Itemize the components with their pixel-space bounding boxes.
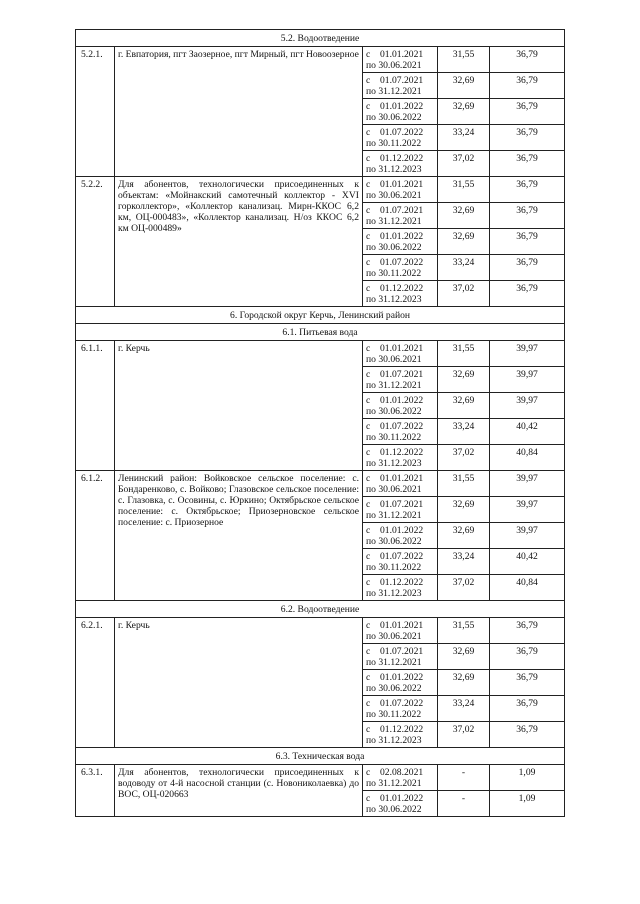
period-from: 01.07.2021 (380, 369, 424, 380)
period-cell (363, 696, 438, 722)
period-from-line (366, 421, 434, 432)
period-to: по 30.06.2021 (366, 60, 422, 71)
tariff-value-1: 31,55 (438, 471, 490, 497)
period-from: 01.07.2021 (380, 205, 424, 216)
tariff-value-1: 32,69 (438, 644, 490, 670)
period-to: по 30.06.2022 (366, 804, 422, 815)
tariff-value-2: 39,97 (490, 393, 565, 419)
period-from: 01.07.2022 (380, 421, 424, 432)
period-prefix: с (366, 551, 371, 562)
period-from-line (366, 551, 434, 562)
period-to: по 30.11.2022 (366, 268, 422, 279)
period-cell (363, 177, 438, 203)
period-from-line (366, 75, 434, 86)
period-cell (363, 618, 438, 644)
period-to: по 30.06.2021 (366, 484, 422, 495)
period-to: по 31.12.2023 (366, 458, 422, 469)
period-from-line (366, 101, 434, 112)
period-prefix: с (366, 577, 371, 588)
period-to: по 31.12.2021 (366, 216, 422, 227)
tariff-value-2: 39,97 (490, 497, 565, 523)
period-cell (363, 367, 438, 393)
period-from-line (366, 793, 434, 804)
section-header-row (76, 307, 565, 324)
period-from-line (366, 698, 434, 709)
period-cell (363, 791, 438, 817)
tariff-value-2: 1,09 (490, 791, 565, 817)
table-row (76, 765, 565, 791)
tariff-value-1: 32,69 (438, 99, 490, 125)
tariff-value-2: 36,79 (490, 281, 565, 307)
table-row (76, 341, 565, 367)
period-from: 01.07.2022 (380, 257, 424, 268)
period-to: по 31.12.2021 (366, 510, 422, 521)
tariff-value-2: 36,79 (490, 696, 565, 722)
period-from: 01.12.2022 (380, 577, 424, 588)
tariff-value-2: 39,97 (490, 471, 565, 497)
period-cell (363, 393, 438, 419)
tariff-value-1: 32,69 (438, 670, 490, 696)
item-number: 5.2.1. (76, 47, 115, 177)
period-from-line (366, 525, 434, 536)
period-to: по 31.12.2023 (366, 735, 422, 746)
tariff-value-1: 37,02 (438, 281, 490, 307)
tariff-value-1: 32,69 (438, 229, 490, 255)
period-from-line (366, 369, 434, 380)
tariff-value-2: 39,97 (490, 367, 565, 393)
period-from: 01.01.2021 (380, 473, 424, 484)
period-to: по 30.06.2022 (366, 406, 422, 417)
table-row (76, 471, 565, 497)
period-prefix: с (366, 257, 371, 268)
period-to: по 30.11.2022 (366, 138, 422, 149)
period-prefix: с (366, 499, 371, 510)
period-from: 01.01.2021 (380, 620, 424, 631)
period-from: 01.12.2022 (380, 724, 424, 735)
item-number: 6.3.1. (76, 765, 115, 817)
period-prefix: с (366, 473, 371, 484)
period-to: по 31.12.2023 (366, 164, 422, 175)
tariff-value-1: 37,02 (438, 445, 490, 471)
period-to: по 30.06.2022 (366, 683, 422, 694)
section-header-row (76, 748, 565, 765)
period-prefix: с (366, 127, 371, 138)
period-from: 01.07.2021 (380, 646, 424, 657)
tariff-value-1: 32,69 (438, 497, 490, 523)
tariff-value-2: 36,79 (490, 203, 565, 229)
period-cell (363, 73, 438, 99)
period-cell (363, 445, 438, 471)
period-from: 01.01.2022 (380, 793, 424, 804)
tariff-value-1: 33,24 (438, 419, 490, 445)
period-from-line (366, 179, 434, 190)
period-to: по 31.12.2021 (366, 778, 422, 789)
period-prefix: с (366, 205, 371, 216)
tariff-value-1: 31,55 (438, 177, 490, 203)
period-from: 01.07.2021 (380, 75, 424, 86)
period-to: по 30.11.2022 (366, 562, 422, 573)
period-from: 01.01.2022 (380, 525, 424, 536)
period-to: по 31.12.2023 (366, 294, 422, 305)
period-from-line (366, 395, 434, 406)
period-from: 01.07.2022 (380, 551, 424, 562)
period-prefix: с (366, 153, 371, 164)
period-cell (363, 471, 438, 497)
tariff-value-1: 33,24 (438, 549, 490, 575)
section-header: 6. Городской округ Керчь, Ленинский район (76, 307, 565, 324)
item-description: Ленинский район: Войковское сельское поселение: с. Бондаренково, с. Войково; Глазовское сельское поселение: с. Глазовка, с. Осовины, с. Юркино; Октябрьское сельское поселение: с. Октябрьское; Приозерновское сельское поселение: с. Приозерное (115, 471, 363, 601)
period-to: по 30.06.2022 (366, 112, 422, 123)
period-prefix: с (366, 620, 371, 631)
tariff-value-2: 39,97 (490, 523, 565, 549)
item-number: 6.1.2. (76, 471, 115, 601)
period-cell (363, 99, 438, 125)
period-prefix: с (366, 793, 371, 804)
tariff-value-2: 36,79 (490, 618, 565, 644)
period-cell (363, 497, 438, 523)
table-row (76, 47, 565, 73)
period-cell (363, 281, 438, 307)
period-cell (363, 47, 438, 73)
tariff-table (75, 29, 564, 817)
tariff-value-1: 31,55 (438, 618, 490, 644)
period-from-line (366, 473, 434, 484)
period-from: 01.12.2022 (380, 447, 424, 458)
tariff-value-1: 32,69 (438, 203, 490, 229)
period-cell (363, 765, 438, 791)
period-to: по 30.06.2021 (366, 354, 422, 365)
period-from-line (366, 205, 434, 216)
item-description: Для абонентов, технологически присоединенных к водоводу от 4-й насосной станции (с. Новониколаевка) до ВОС, ОЦ-020663 (115, 765, 363, 817)
tariff-value-1: 31,55 (438, 341, 490, 367)
period-from: 01.07.2021 (380, 499, 424, 510)
tariff-value-1: 33,24 (438, 255, 490, 281)
period-to: по 30.11.2022 (366, 432, 422, 443)
period-from: 01.01.2021 (380, 343, 424, 354)
table-row (76, 618, 565, 644)
period-cell (363, 341, 438, 367)
period-cell (363, 125, 438, 151)
tariff-table-grid (75, 29, 565, 817)
period-from-line (366, 724, 434, 735)
period-to: по 30.06.2021 (366, 631, 422, 642)
period-from: 01.01.2022 (380, 395, 424, 406)
period-prefix: с (366, 698, 371, 709)
tariff-value-2: 36,79 (490, 229, 565, 255)
section-header-row (76, 601, 565, 618)
tariff-value-2: 36,79 (490, 670, 565, 696)
period-prefix: с (366, 525, 371, 536)
tariff-value-1: 32,69 (438, 73, 490, 99)
section-header-row (76, 324, 565, 341)
period-cell (363, 255, 438, 281)
period-prefix: с (366, 646, 371, 657)
tariff-value-2: 40,84 (490, 575, 565, 601)
period-cell (363, 722, 438, 748)
period-to: по 31.12.2021 (366, 86, 422, 97)
tariff-value-1: 31,55 (438, 47, 490, 73)
tariff-value-1: - (438, 791, 490, 817)
period-prefix: с (366, 672, 371, 683)
tariff-value-1: 37,02 (438, 151, 490, 177)
period-from: 01.12.2022 (380, 283, 424, 294)
tariff-value-2: 1,09 (490, 765, 565, 791)
period-cell (363, 549, 438, 575)
period-cell (363, 203, 438, 229)
tariff-value-2: 40,42 (490, 419, 565, 445)
period-prefix: с (366, 101, 371, 112)
period-from: 01.12.2022 (380, 153, 424, 164)
section-header-row (76, 30, 565, 47)
period-prefix: с (366, 767, 371, 778)
period-cell (363, 419, 438, 445)
tariff-value-2: 39,97 (490, 341, 565, 367)
period-from-line (366, 646, 434, 657)
period-from: 01.01.2022 (380, 101, 424, 112)
item-description: г. Евпатория, пгт Заозерное, пгт Мирный, пгт Новоозерное (115, 47, 363, 177)
item-number: 6.1.1. (76, 341, 115, 471)
period-from-line (366, 231, 434, 242)
period-cell (363, 575, 438, 601)
period-from: 01.07.2022 (380, 698, 424, 709)
tariff-value-1: 32,69 (438, 523, 490, 549)
period-to: по 31.12.2023 (366, 588, 422, 599)
tariff-value-2: 36,79 (490, 722, 565, 748)
table-row (76, 177, 565, 203)
period-from-line (366, 283, 434, 294)
tariff-value-1: 33,24 (438, 125, 490, 151)
period-to: по 31.12.2021 (366, 380, 422, 391)
period-from-line (366, 499, 434, 510)
period-cell (363, 151, 438, 177)
section-header: 6.1. Питьевая вода (76, 324, 565, 341)
tariff-value-1: 32,69 (438, 393, 490, 419)
tariff-value-1: - (438, 765, 490, 791)
period-from: 01.07.2022 (380, 127, 424, 138)
tariff-value-2: 36,79 (490, 644, 565, 670)
period-from: 01.01.2022 (380, 231, 424, 242)
item-number: 6.2.1. (76, 618, 115, 748)
period-to: по 31.12.2021 (366, 657, 422, 668)
period-cell (363, 229, 438, 255)
item-description: Для абонентов, технологически присоединенных к объектам: «Мойнакский самотечный коллектор - XVI горколлектор», «Коллектор канализац. Мирн-ККОС 6,2 км, ОЦ-000483», «Коллектор канализац. Н/оз ККОС 6,2 км ОЦ-000489» (115, 177, 363, 307)
period-from: 01.01.2022 (380, 672, 424, 683)
period-cell (363, 523, 438, 549)
period-from-line (366, 767, 434, 778)
tariff-value-2: 40,84 (490, 445, 565, 471)
period-from-line (366, 672, 434, 683)
period-prefix: с (366, 49, 371, 60)
period-from-line (366, 153, 434, 164)
section-header: 6.2. Водоотведение (76, 601, 565, 618)
period-from-line (366, 127, 434, 138)
item-description: г. Керчь (115, 618, 363, 748)
period-prefix: с (366, 75, 371, 86)
period-from-line (366, 343, 434, 354)
period-from-line (366, 447, 434, 458)
period-to: по 30.06.2022 (366, 242, 422, 253)
period-from: 02.08.2021 (380, 767, 424, 778)
section-header: 6.3. Техническая вода (76, 748, 565, 765)
period-to: по 30.06.2022 (366, 536, 422, 547)
period-from-line (366, 577, 434, 588)
tariff-value-2: 36,79 (490, 255, 565, 281)
period-from-line (366, 49, 434, 60)
period-to: по 30.06.2021 (366, 190, 422, 201)
period-prefix: с (366, 283, 371, 294)
tariff-value-2: 36,79 (490, 73, 565, 99)
period-from: 01.01.2021 (380, 179, 424, 190)
period-prefix: с (366, 421, 371, 432)
period-prefix: с (366, 179, 371, 190)
period-prefix: с (366, 724, 371, 735)
tariff-value-2: 36,79 (490, 47, 565, 73)
period-prefix: с (366, 231, 371, 242)
period-prefix: с (366, 343, 371, 354)
period-from-line (366, 257, 434, 268)
section-header: 5.2. Водоотведение (76, 30, 565, 47)
tariff-value-2: 36,79 (490, 151, 565, 177)
item-number: 5.2.2. (76, 177, 115, 307)
period-prefix: с (366, 395, 371, 406)
tariff-value-1: 32,69 (438, 367, 490, 393)
period-from: 01.01.2021 (380, 49, 424, 60)
period-cell (363, 644, 438, 670)
period-prefix: с (366, 447, 371, 458)
tariff-value-2: 36,79 (490, 99, 565, 125)
tariff-value-1: 37,02 (438, 575, 490, 601)
period-cell (363, 670, 438, 696)
item-description: г. Керчь (115, 341, 363, 471)
tariff-value-2: 36,79 (490, 177, 565, 203)
tariff-value-2: 36,79 (490, 125, 565, 151)
tariff-value-2: 40,42 (490, 549, 565, 575)
period-to: по 30.11.2022 (366, 709, 422, 720)
tariff-table-body (76, 30, 565, 817)
tariff-value-1: 33,24 (438, 696, 490, 722)
period-from-line (366, 620, 434, 631)
tariff-value-1: 37,02 (438, 722, 490, 748)
period-prefix: с (366, 369, 371, 380)
